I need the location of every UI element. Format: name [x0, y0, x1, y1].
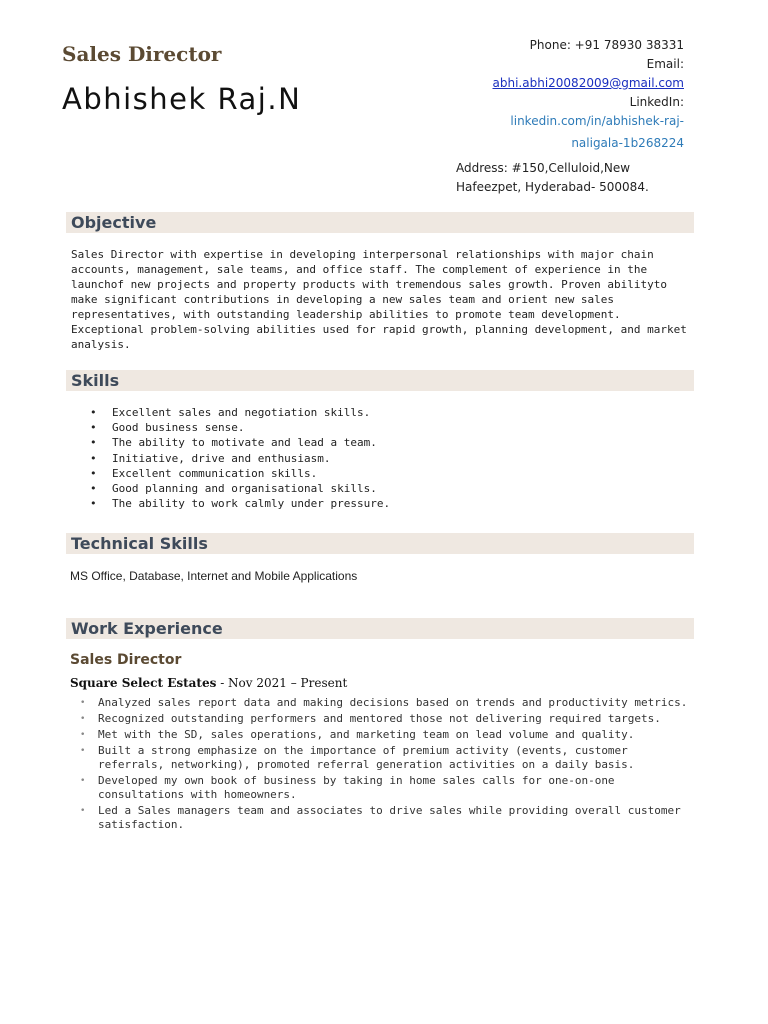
section-work-heading: Work Experience	[66, 618, 694, 639]
section-technical-heading: Technical Skills	[66, 533, 694, 554]
duties-list	[80, 696, 690, 834]
section-skills-heading: Skills	[66, 370, 694, 391]
duty-item: • Built a strong emphasize on the importance of premium activity (events, customer referrals, networking), promoted referral generation activities on a daily basis.	[80, 744, 690, 772]
section-objective-heading: Objective	[66, 212, 694, 233]
skill-item: • Good business sense.	[90, 420, 390, 435]
skill-item: • The ability to work calmly under pressure.	[90, 496, 390, 511]
duty-item: • Led a Sales managers team and associates to drive sales while providing overall customer satisfaction.	[80, 804, 690, 832]
skill-item: • Initiative, drive and enthusiasm.	[90, 451, 390, 466]
duty-item: • Recognized outstanding performers and mentored those not delivering required targets.	[80, 712, 690, 726]
phone: Phone: +91 78930 38331	[529, 38, 684, 52]
skill-item: • Good planning and organisational skills.	[90, 481, 390, 496]
job-title: Sales Director	[70, 652, 182, 668]
duty-item: • Analyzed sales report data and making decisions based on trends and productivity metrics.	[80, 696, 690, 710]
technical-skills-text: MS Office, Database, Internet and Mobile Applications	[70, 569, 358, 583]
skill-item: • Excellent sales and negotiation skills.	[90, 405, 390, 420]
address	[444, 159, 684, 197]
candidate-name: Abhishek Raj.N	[62, 82, 302, 116]
skills-list	[90, 405, 390, 511]
job-dates: - Nov 2021 – Present	[216, 676, 348, 690]
objective-text: Sales Director with expertise in developing interpersonal relationships with major chain accounts, management, sale teams, and office staff. The complement of experience in the launchof new projects and property products with tremendous sales growth. Proven abilityto make significant contributions in developing a new sales team and orient new sales representatives, with outstanding leadership abilities to promote team development. Exceptional problem-solving abilities used for rapid growth, planning development, and market analysis.	[71, 248, 687, 351]
email-label: Email:	[646, 57, 684, 71]
email-link[interactable]: abhi.abhi20082009@gmail.com	[492, 76, 684, 90]
linkedin-link-line2[interactable]: naligala-1b268224	[571, 136, 684, 150]
duty-item: • Met with the SD, sales operations, and marketing team on lead volume and quality.	[80, 728, 690, 742]
skill-item: • Excellent communication skills.	[90, 466, 390, 481]
skill-item: • The ability to motivate and lead a team.	[90, 435, 390, 450]
role-title: Sales Director	[62, 42, 222, 66]
contact-block	[444, 36, 684, 197]
company-name: Square Select Estates	[70, 676, 217, 690]
duty-item: • Developed my own book of business by taking in home sales calls for one-on-one consultations with homeowners.	[80, 774, 690, 802]
linkedin-link-line1[interactable]: linkedin.com/in/abhishek-raj-	[510, 114, 684, 128]
address-line1: Address: #150,Celluloid,New	[456, 161, 631, 175]
linkedin-label: LinkedIn:	[629, 95, 684, 109]
company-line	[70, 676, 347, 690]
address-line2: Hafeezpet, Hyderabad- 500084.	[456, 180, 649, 194]
